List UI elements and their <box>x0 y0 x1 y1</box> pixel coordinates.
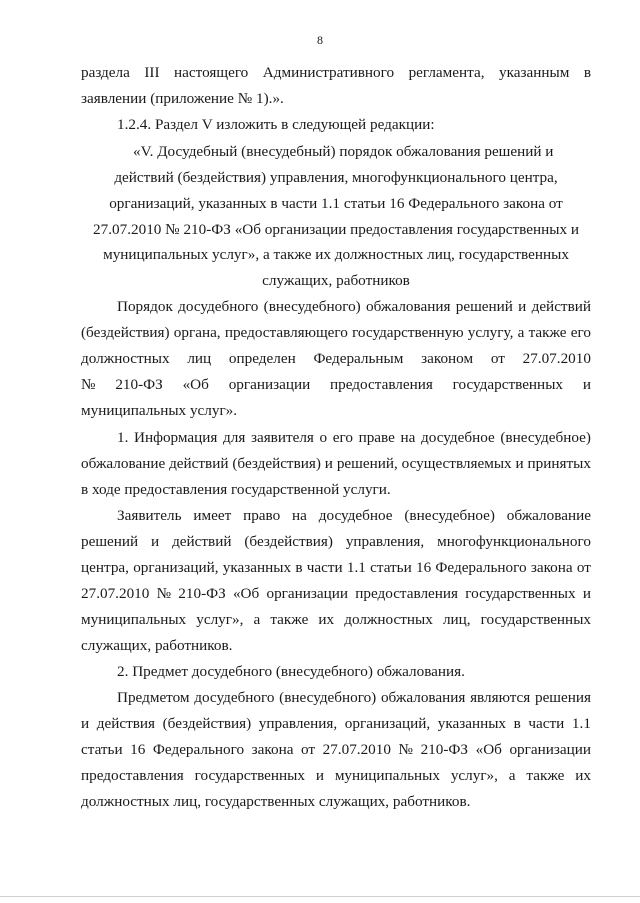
word: государственных <box>465 585 576 602</box>
word: определен <box>228 350 296 367</box>
word: его <box>570 324 591 341</box>
word: на <box>292 507 307 524</box>
word: (бездействия) <box>81 324 170 341</box>
word: обжалования <box>380 689 466 706</box>
word: статьи <box>370 559 412 576</box>
text-line <box>81 766 591 786</box>
word: государственных <box>452 376 563 393</box>
word: и <box>81 715 90 732</box>
word: предоставления <box>330 376 433 393</box>
word: многофункционального <box>437 533 591 550</box>
word: законом <box>421 350 474 367</box>
word: услуг», <box>196 611 244 628</box>
word: также <box>526 767 565 784</box>
word: услугу, <box>467 324 514 341</box>
word: Предметом <box>117 689 190 706</box>
word: закона <box>251 741 294 758</box>
word: Федерального <box>152 741 245 758</box>
word: их <box>318 611 335 628</box>
word: 1. <box>117 429 129 446</box>
word: Порядок <box>117 298 173 315</box>
word: 16 <box>415 559 432 576</box>
word: 27.07.2010 <box>522 350 591 367</box>
word: муниципальных <box>334 767 440 784</box>
text-line: муниципальных услуг». <box>81 402 238 419</box>
word: организации <box>509 741 591 758</box>
word: от <box>301 741 316 758</box>
text-line <box>117 688 591 708</box>
word: лиц <box>187 350 212 367</box>
word: организаций, <box>133 559 219 576</box>
word: осуществляемых <box>401 455 512 472</box>
word: услуг», <box>450 767 498 784</box>
word: досудебное <box>421 429 495 446</box>
word: являются <box>470 689 531 706</box>
word: № <box>81 376 96 393</box>
word: предоставления <box>81 767 184 784</box>
word: (внесудебного) <box>279 689 377 706</box>
word: указанным <box>499 64 570 81</box>
text-line <box>81 532 591 552</box>
page-number: 8 <box>317 33 323 47</box>
word: 210-ФЗ <box>178 585 226 602</box>
word: 27.07.2010 <box>81 585 150 602</box>
text-line <box>81 63 591 83</box>
word: организации <box>266 585 349 602</box>
word: (внесудебное) <box>404 507 495 524</box>
word: части <box>528 715 565 732</box>
word: действий <box>531 298 591 315</box>
word: заявителя <box>250 429 314 446</box>
word: решений <box>455 298 513 315</box>
word: 27.07.2010 <box>322 741 391 758</box>
word: действия <box>96 715 156 732</box>
text-line <box>117 428 591 448</box>
text-line: заявлении (приложение № 1).». <box>81 90 284 107</box>
text-line: служащих, работников. <box>81 637 233 654</box>
word: о <box>319 429 328 446</box>
word: (внесудебное) <box>500 429 591 446</box>
word: на <box>400 429 416 446</box>
word: центра, <box>81 559 129 576</box>
text-line: 1.2.4. Раздел V изложить в следующей редакции: <box>117 116 435 133</box>
word: в <box>583 64 591 81</box>
word: также <box>270 611 309 628</box>
word: Федерального <box>435 559 527 576</box>
word: регламента, <box>408 64 485 81</box>
word: а <box>517 324 525 341</box>
text-line <box>81 375 591 395</box>
word: управления, <box>258 715 338 732</box>
page-edge-rule <box>0 896 640 897</box>
word: Информация <box>134 429 218 446</box>
word: государственную <box>352 324 464 341</box>
text-line: в ходе предоставления государственной услуги. <box>81 481 391 498</box>
word: (бездействия) <box>162 715 252 732</box>
word: и <box>582 585 591 602</box>
heading-text: 2. Предмет досудебного (внесудебного) обжалования. <box>117 663 465 680</box>
word: указанных <box>222 559 292 576</box>
word: организации <box>228 376 311 393</box>
word: № <box>398 741 414 758</box>
word: закона <box>530 559 573 576</box>
word: и <box>324 455 333 472</box>
word: Федеральным <box>313 350 404 367</box>
section-title-line: 27.07.2010 № 210-ФЗ «Об организации предоставления государственных и <box>93 221 579 238</box>
word: праве <box>358 429 395 446</box>
word: принятых <box>527 455 591 472</box>
word: и <box>515 455 524 472</box>
word: их <box>575 767 591 784</box>
word: предоставляющего <box>224 324 348 341</box>
word: досудебного <box>178 298 259 315</box>
word: обжалование <box>81 455 166 472</box>
word: «Об <box>232 585 260 602</box>
word: управления, <box>345 533 425 550</box>
word: для <box>223 429 246 446</box>
word: «Об <box>182 376 209 393</box>
word: также <box>528 324 567 341</box>
word: организаций, <box>344 715 431 732</box>
text-line <box>117 297 591 317</box>
text-line <box>81 584 591 604</box>
word: должностных <box>344 611 433 628</box>
word: 1.1 <box>346 559 366 576</box>
word: в <box>295 559 303 576</box>
section-title-line: организаций, указанных в части 1.1 статьи 16 Федерального закона от <box>109 195 563 212</box>
word: действий <box>172 533 232 550</box>
section-title-line: муниципальных услуг», а также их должностных лиц, государственных <box>103 246 569 263</box>
word: 210-ФЗ <box>420 741 469 758</box>
word: в <box>513 715 521 732</box>
section-title-line: служащих, работников <box>262 272 410 289</box>
word: его <box>332 429 353 446</box>
word: и <box>518 298 527 315</box>
word: государственных <box>480 611 591 628</box>
word: настоящего <box>174 64 249 81</box>
word: а <box>508 767 516 784</box>
text-line <box>81 558 591 578</box>
word: 210-ФЗ <box>115 376 163 393</box>
word: право <box>243 507 281 524</box>
word: (внесудебного) <box>263 298 361 315</box>
section-title-line: действий (бездействия) управления, многофункционального центра, <box>114 169 558 186</box>
section-title-line: «V. Досудебный (внесудебный) порядок обжалования решений и <box>133 143 554 160</box>
word: «Об <box>475 741 502 758</box>
word: действий <box>169 455 229 472</box>
word: должностных <box>81 350 170 367</box>
word: и <box>315 767 324 784</box>
word: статьи <box>81 741 123 758</box>
word: (бездействия) <box>232 455 321 472</box>
word: III <box>144 64 160 81</box>
word: предоставления <box>355 585 459 602</box>
text-line <box>81 740 591 760</box>
word: решений, <box>336 455 398 472</box>
text-line <box>117 506 591 526</box>
word: досудебного <box>194 689 275 706</box>
word: (бездействия) <box>244 533 333 550</box>
text-line <box>81 454 591 474</box>
numbered-heading <box>117 662 591 682</box>
word: части <box>306 559 343 576</box>
word: № <box>156 585 172 602</box>
word: обжалование <box>506 507 591 524</box>
text-line <box>81 714 591 734</box>
word: Административного <box>262 64 395 81</box>
word: а <box>253 611 261 628</box>
word: имеет <box>193 507 232 524</box>
text-line: должностных лиц, государственных служащих, работников. <box>81 793 471 810</box>
word: органа, <box>173 324 221 341</box>
word: от <box>576 559 591 576</box>
word: и <box>151 533 160 550</box>
word: лиц, <box>442 611 471 628</box>
text-line <box>81 323 591 343</box>
word: раздела <box>81 64 130 81</box>
word: 1.1 <box>571 715 591 732</box>
word: государственных <box>194 767 305 784</box>
word: муниципальных <box>81 611 187 628</box>
word: 16 <box>130 741 146 758</box>
word: Заявитель <box>117 507 182 524</box>
word: от <box>490 350 505 367</box>
text-line <box>81 349 591 369</box>
word: обжалования <box>366 298 451 315</box>
text-line <box>81 610 591 630</box>
word: решения <box>534 689 591 706</box>
word: указанных <box>437 715 507 732</box>
word: досудебное <box>318 507 393 524</box>
word: и <box>582 376 591 393</box>
word: решений <box>81 533 139 550</box>
